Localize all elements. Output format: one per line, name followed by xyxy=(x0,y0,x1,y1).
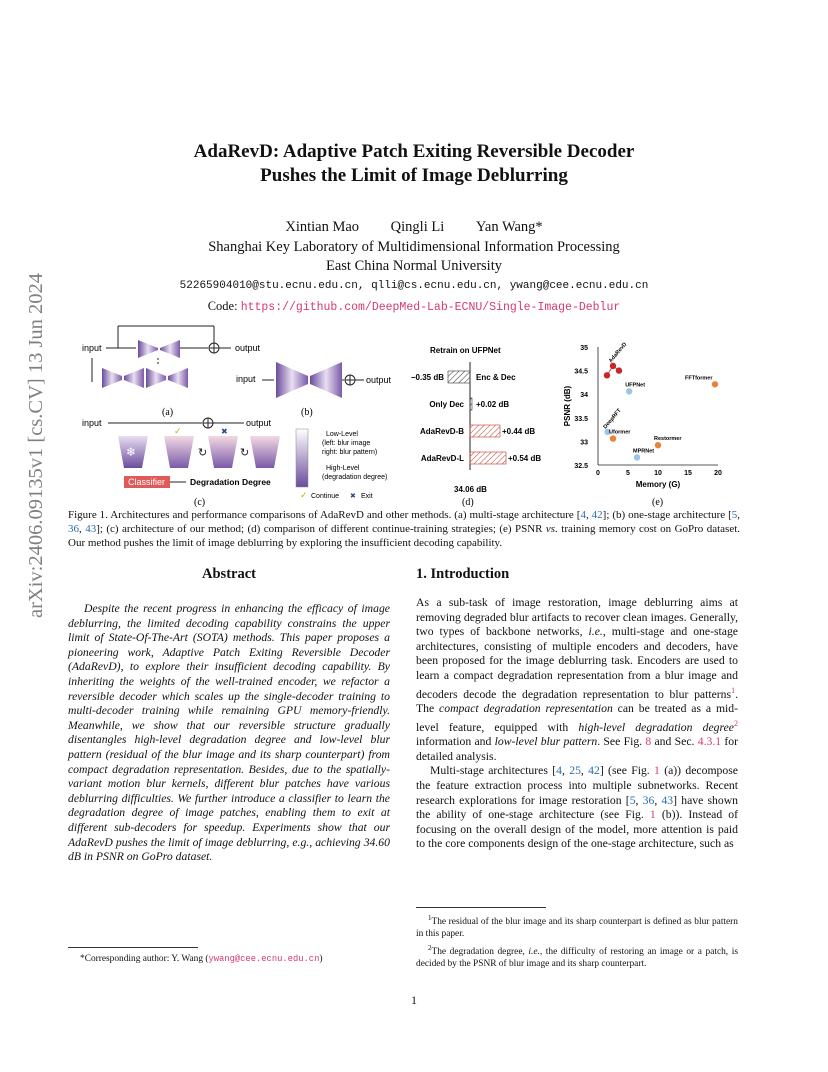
onestage-decoder xyxy=(310,362,342,398)
point-label: AdaRevD xyxy=(607,341,629,365)
encoder-block-3 xyxy=(146,368,166,388)
citation-link[interactable]: 36 xyxy=(68,523,79,535)
panel-a-input-mid: input xyxy=(236,374,256,384)
y-tick-label: 35 xyxy=(580,345,588,352)
x-tick-label: 20 xyxy=(714,470,722,477)
legend-low-desc1: (left: blur image xyxy=(322,440,371,447)
corresponding-text: *Corresponding author: Y. Wang ( xyxy=(80,954,209,964)
panel-c-input: input xyxy=(82,418,102,428)
citation-link[interactable]: 43 xyxy=(85,523,97,535)
panel-b-output: output xyxy=(366,375,392,385)
encoder-block xyxy=(138,340,158,358)
panel-a-input-top: input xyxy=(82,343,102,353)
bar-enc-dec xyxy=(448,371,470,383)
bar-adarevd-l xyxy=(470,452,506,464)
encoder-block-2 xyxy=(102,368,122,388)
figure-1 xyxy=(78,322,750,507)
panel-c-diagram xyxy=(82,418,280,507)
scatter-point xyxy=(712,381,718,387)
citation-link[interactable]: 36 xyxy=(642,793,655,807)
author: Qingli Li xyxy=(390,219,445,235)
panel-c-output: output xyxy=(246,418,272,428)
decoder-block xyxy=(160,340,180,358)
caption-text: ]; (b) one-stage architecture [ xyxy=(602,509,732,521)
check-icon: ✓ xyxy=(300,490,308,500)
figure-ref-link[interactable]: 8 xyxy=(645,735,652,749)
point-label: FFTformer xyxy=(685,375,713,382)
x-tick-label: 5 xyxy=(626,470,630,477)
panel-e-scatter-chart xyxy=(563,342,722,489)
point-label: Restormer xyxy=(654,436,682,443)
introduction-heading: 1. Introduction xyxy=(416,566,510,582)
figure-caption: Figure 1. Architectures and performance comparisons of AdaRevD and other methods. (a) multi-stage architecture [4, 42]; (b) one-stage architecture [5, 36, 43]; (c) architecture of our method; (d) comparison of different continue-training strategies; (e) PSNR vs. training memory cost on GoPro dataset. Our method pushes the limit of image deblurring by exploring the insufficient decoding capability. xyxy=(68,509,741,549)
row-left: AdaRevD-B xyxy=(419,427,464,436)
x-tick-label: 0 xyxy=(596,470,600,477)
cross-icon: ✖ xyxy=(221,427,228,436)
point-label: MPRNet xyxy=(633,448,655,455)
y-tick-label: 33.5 xyxy=(574,415,588,423)
corresponding-author xyxy=(68,953,390,965)
author-list xyxy=(100,219,728,236)
arxiv-identifier: arXiv:2406.09135v1 [cs.CV] 13 Jun 2024 xyxy=(25,272,47,618)
legend-continue: Continue xyxy=(311,493,340,500)
scatter-point xyxy=(626,388,632,394)
introduction-section xyxy=(416,566,738,852)
footnote-2: $^2$The degradation degree, i.e., the difficulty of restoring an image or a patch, is decided by the PSNR of blur image and its sharp counterpart. xyxy=(416,944,738,970)
corresponding-email-link[interactable]: ywang@cee.ecnu.edu.cn xyxy=(208,954,320,964)
figure-ref-link[interactable]: 1 xyxy=(649,808,656,822)
scatter-point xyxy=(634,454,640,460)
check-icon: ✓ xyxy=(174,426,182,436)
caption-text: training memory cost on GoPro dataset. Our method pushes the limit of image deblurring by exploring the insufficient decoding capability. xyxy=(68,523,741,549)
y-tick-label: 32.5 xyxy=(574,463,588,470)
abstract-section xyxy=(68,566,390,865)
panel-b-label: (b) xyxy=(301,407,313,418)
y-tick-label: 33 xyxy=(580,439,588,447)
subdecoder-2 xyxy=(208,436,238,468)
caption-text: ]; (c) architecture of our method; (d) comparison of different continue-training strategies; (e) PSNR xyxy=(96,523,546,535)
intro-paragraph-2: Multi-stage architectures [4, 25, 42] (see Fig. 1 (a)) decompose the feature extraction process into multiple subnetworks. Recent research explorations for image restoration [5, 36, 43] have shown the ability of one-stage architecture (see Fig. 1 (b)). Instead of focusing on the overall design of the model, more attention is paid to the core components design of the one-stage architecture, such as xyxy=(416,764,739,851)
legend-low-desc2: right: blur pattern) xyxy=(322,449,378,456)
citation-link[interactable]: 5 xyxy=(731,509,738,521)
citation-link[interactable]: 42 xyxy=(591,509,603,521)
caption-vs: vs. xyxy=(545,523,558,535)
section-ref-link[interactable]: 4.3.1 xyxy=(697,735,722,749)
snowflake-icon: ❄ xyxy=(126,445,137,459)
row-right: Enc & Dec xyxy=(476,373,516,382)
citation-link[interactable]: 4 xyxy=(580,509,586,521)
page-number: 1 xyxy=(411,993,417,1007)
citation-link[interactable]: 42 xyxy=(588,764,600,778)
scatter-point xyxy=(610,435,616,441)
arxiv-sidebar xyxy=(12,272,52,620)
point-label: UFPNet xyxy=(625,382,646,389)
x-tick-label: 15 xyxy=(684,470,692,477)
author: Yan Wang* xyxy=(475,219,543,235)
legend xyxy=(296,429,387,500)
row-left: Only Dec xyxy=(429,400,464,409)
abstract-text: Despite the recent progress in enhancing the efficacy of image deblurring, the limited decoding capability constrains the upper limit of State-Of-The-Art (SOTA) methods. This paper proposes a pioneering work, Adaptive Patch Exiting Reversible Decoder (AdaRevD), to explore their insufficient decoding capability. By inheriting the weights of the well-trained encoder, we refactor a reversible decoder which scales up the single-decoder training to multi-decoder training while remaining GPU memory-friendly. Meanwhile, we show that our reversible structure gradually disentangles high-level degradation degree and low-level blur pattern (residual of the blur image and its sharp counterpart) from compact degradation representation. Besides, due to the spatially-variant motion blur kernels, different blur patches have various deblurring difficulties. We further introduce a classifier to learn the degradation degree of image patches, enabling them to exit at different sub-decoders for speedup. Experiments show that our AdaRevD pushes the limit of image deblurring, e.g., achieving 34.60 dB in PSNR on GoPro dataset. xyxy=(68,602,390,864)
author-emails: 52265904010@stu.ecnu.edu.cn, qlli@cs.ecnu.edu.cn, ywang@cee.ecnu.edu.cn xyxy=(179,280,649,292)
legend-gradient-bar xyxy=(296,429,308,487)
footnotes xyxy=(416,912,738,970)
bar-only-dec xyxy=(470,398,472,410)
point-label: Uformer xyxy=(609,429,631,436)
abstract-heading: Abstract xyxy=(202,566,256,582)
x-axis-label: Memory (G) xyxy=(635,480,681,489)
y-axis-label: PSNR (dB) xyxy=(563,385,572,427)
panel-a-diagram xyxy=(82,326,261,418)
subdecoder-1 xyxy=(164,436,194,468)
paper-title xyxy=(100,140,728,188)
code-line xyxy=(100,299,728,314)
footnote-link[interactable]: 1 xyxy=(731,685,736,695)
classifier-label: Classifier xyxy=(128,477,166,487)
panel-a-label: (a) xyxy=(162,407,174,418)
panel-d-chart xyxy=(411,346,541,507)
row-left: AdaRevD-L xyxy=(420,454,464,463)
affiliation-line-2: East China Normal University xyxy=(326,258,502,274)
code-label: Code: xyxy=(207,299,238,313)
caption-text: Figure 1. Architectures and performance comparisons of AdaRevD and other methods. (a) multi-stage architecture [ xyxy=(68,509,581,521)
author: Xintian Mao xyxy=(285,219,360,235)
panel-a-output-top: output xyxy=(235,343,261,353)
y-tick-label: 34.5 xyxy=(574,368,588,376)
footnote-1: $^1$The residual of the blur image and its sharp counterpart is defined as blur pattern in this paper. xyxy=(416,914,738,940)
row-right: +0.54 dB xyxy=(508,454,542,463)
cross-icon: ✖ xyxy=(350,493,356,500)
title-line-1: AdaRevD: Adaptive Patch Exiting Reversible Decoder xyxy=(193,141,635,162)
row-left: −0.35 dB xyxy=(410,373,444,382)
decoder-block-3 xyxy=(168,368,188,388)
subdecoder-3 xyxy=(250,436,280,468)
footnote-rule xyxy=(416,907,546,908)
x-tick-label: 10 xyxy=(654,470,662,477)
affiliation-line-1: Shanghai Key Laboratory of Multidimensional Information Processing xyxy=(208,239,620,255)
panel-d-title: Retrain on UFPNet xyxy=(430,346,501,355)
scatter-point xyxy=(616,367,622,373)
row-right: +0.44 dB xyxy=(502,427,536,436)
legend-high-level: High-Level xyxy=(326,465,360,472)
arrow-icon: ↻ xyxy=(198,447,208,459)
citation-link[interactable]: 5 xyxy=(629,793,636,807)
legend-high-desc: (degradation degree) xyxy=(322,474,388,481)
scatter-point xyxy=(604,372,610,378)
decoder-block-2 xyxy=(124,368,144,388)
code-url-link[interactable]: https://github.com/DeepMed-Lab-ECNU/Single-Image-Deblur xyxy=(240,301,621,314)
citation-link[interactable]: 4 xyxy=(556,764,562,778)
citation-link[interactable]: 25 xyxy=(569,764,581,778)
panel-e-label: (e) xyxy=(652,497,664,507)
footnote-rule xyxy=(68,947,198,948)
panel-c-label: (c) xyxy=(194,497,206,507)
row-right: +0.02 dB xyxy=(476,400,510,409)
point-label: DeepRFT xyxy=(602,407,623,431)
legend-low-level: Low-Level xyxy=(326,431,358,438)
legend-exit: Exit xyxy=(361,493,373,500)
scatter-point xyxy=(655,442,661,448)
degradation-degree-label: Degradation Degree xyxy=(190,477,271,487)
panel-b-diagram xyxy=(262,362,392,418)
onestage-encoder xyxy=(276,362,308,398)
figure-ref-link[interactable]: 1 xyxy=(654,764,660,778)
intro-paragraph-1: As a sub-task of image restoration, image deblurring aims at removing degraded blur artifacts to recover clean images. Generally, two types of backbone networks, i.e., multi-stage and one-stage architectures, consisting of multiple encoders and decoders, have been proposed for the image deblurring task. Encoders are used to learn a compact degradation representation from a blur image and decoders decode the degradation representation to blur patterns$^1$. The compact degradation representation can be treated as a mid-level feature, equipped with high-level degradation degree$^2$ information and low-level blur pattern. See Fig. 8 and Sec. 4.3.1 for detailed analysis. xyxy=(416,596,739,763)
title-line-2: Pushes the Limit of Image Deblurring xyxy=(260,165,568,186)
corresponding-text: ) xyxy=(319,954,323,964)
arrow-icon: ↻ xyxy=(240,447,250,459)
y-tick-label: 34 xyxy=(580,392,588,400)
footnote-link[interactable]: 2 xyxy=(734,718,738,728)
panel-d-label: (d) xyxy=(462,497,474,507)
citation-link[interactable]: 43 xyxy=(661,793,674,807)
bar-adarevd-b xyxy=(470,425,500,437)
panel-d-baseline: 34.06 dB xyxy=(454,485,487,494)
